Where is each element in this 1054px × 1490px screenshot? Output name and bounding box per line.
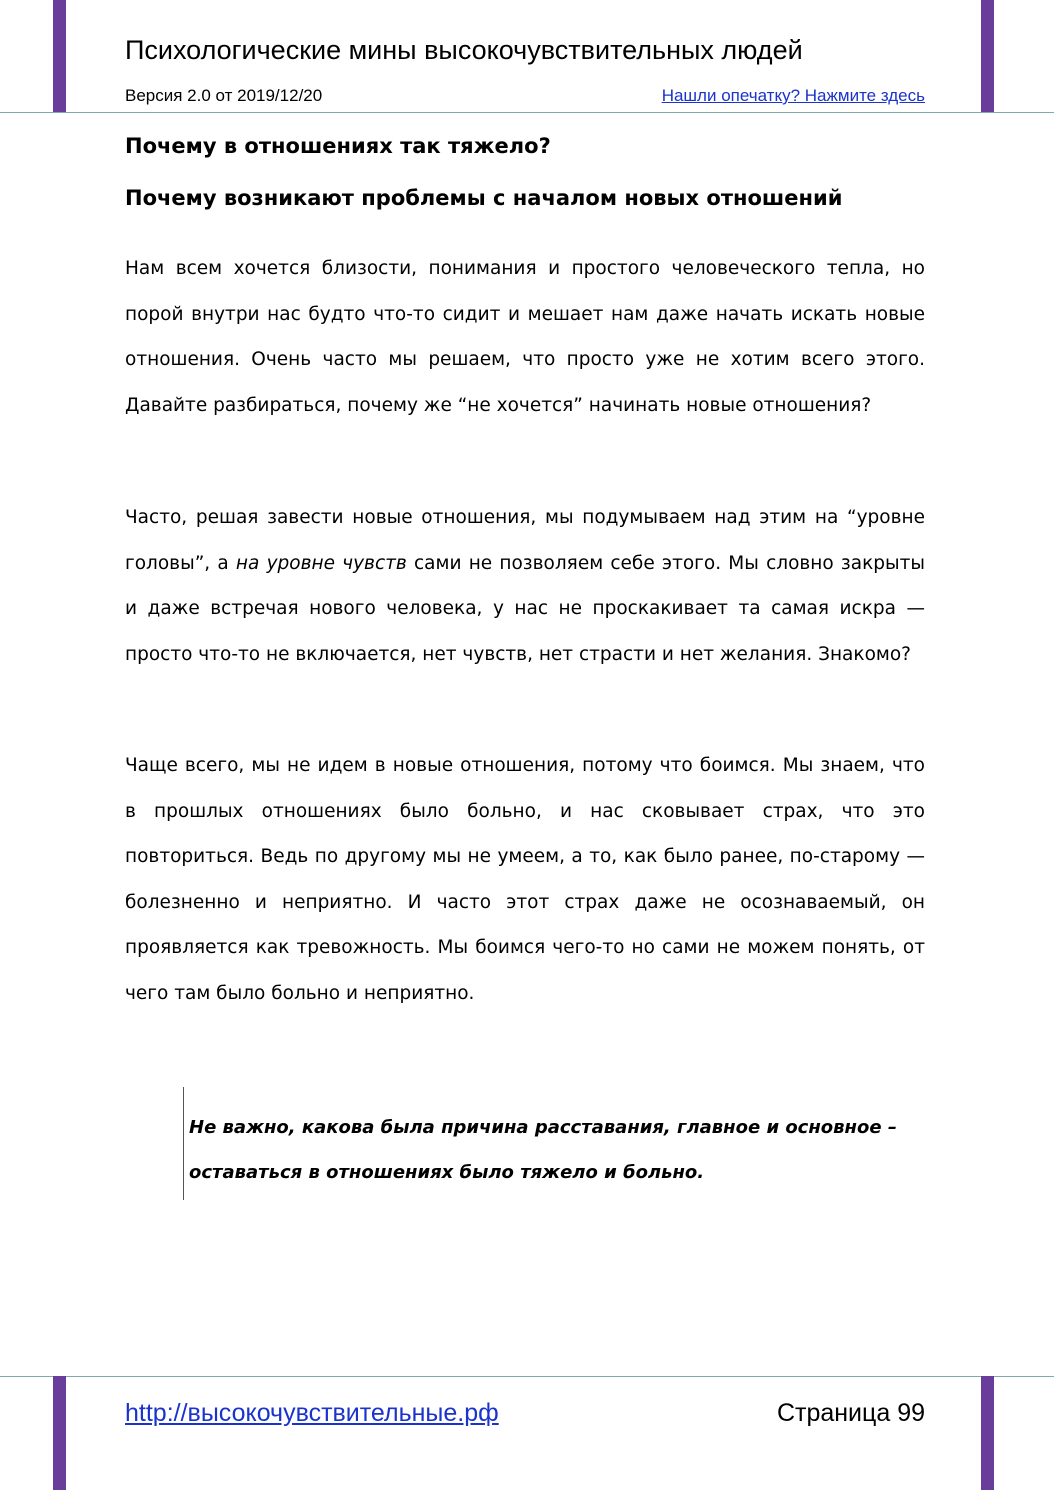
page-number: Страница 99: [776, 1399, 925, 1427]
subsection-heading: Почему возникают проблемы с началом новых отношений: [125, 186, 843, 210]
section-heading: Почему в отношениях так тяжело?: [125, 134, 551, 158]
footer-left-accent-bar: [53, 1376, 66, 1490]
pull-quote: Не важно, какова была причина расставания, главное и основное – оставаться в отношениях было тяжело и больно.: [189, 1117, 897, 1183]
header-divider: [0, 112, 1054, 113]
quote-left-rule: [183, 1087, 184, 1200]
paragraph-2-text-end: сами не позволяем себе этого. Мы словно закрыты и даже встречая нового человека, у нас не проскакивает та самая искра — просто что-то не включается, нет чувств, нет страсти и нет желания. Знакомо?: [125, 552, 925, 665]
body-paragraph-1: Нам всем хочется близости, понимания и простого человеческого тепла, но порой внутри нас будто что-то сидит и мешает нам даже начать искать новые отношения. Очень часто мы решаем, что просто уже не хотим всего этого. Давайте разбираться, почему же “не хочется” начинать новые отношения?: [125, 258, 925, 416]
header-left-accent-bar: [53, 0, 66, 112]
document-title: Психологические мины высокочувствительных людей: [125, 35, 803, 65]
website-link[interactable]: http://высокочувствительные.рф: [125, 1399, 499, 1427]
paragraph-2-text-start: Часто, решая завести новые отношения, мы подумываем над этим на “уровне головы”, а: [125, 507, 925, 574]
report-typo-link[interactable]: Нашли опечатку? Нажмите здесь: [661, 86, 925, 105]
header-right-accent-bar: [981, 0, 994, 112]
body-paragraph-3: Чаще всего, мы не идем в новые отношения, потому что боимся. Мы знаем, что в прошлых отношениях было больно, и нас сковывает страх, что это повториться. Ведь по другому мы не умеем, а то, как было ранее, по-старому — болезненно и неприятно. И часто этот страх даже не осознаваемый, он проявляется как тревожность. Мы боимся чего-то но сами не можем понять, от чего там было больно и неприятно.: [125, 755, 925, 1004]
footer-right-accent-bar: [981, 1376, 994, 1490]
body-paragraph-2: [125, 495, 925, 677]
version-label: Версия 2.0 от 2019/12/20: [125, 86, 323, 105]
footer-divider: [0, 1376, 1054, 1377]
paragraph-2-emphasis: на уровне чувств: [235, 552, 407, 574]
